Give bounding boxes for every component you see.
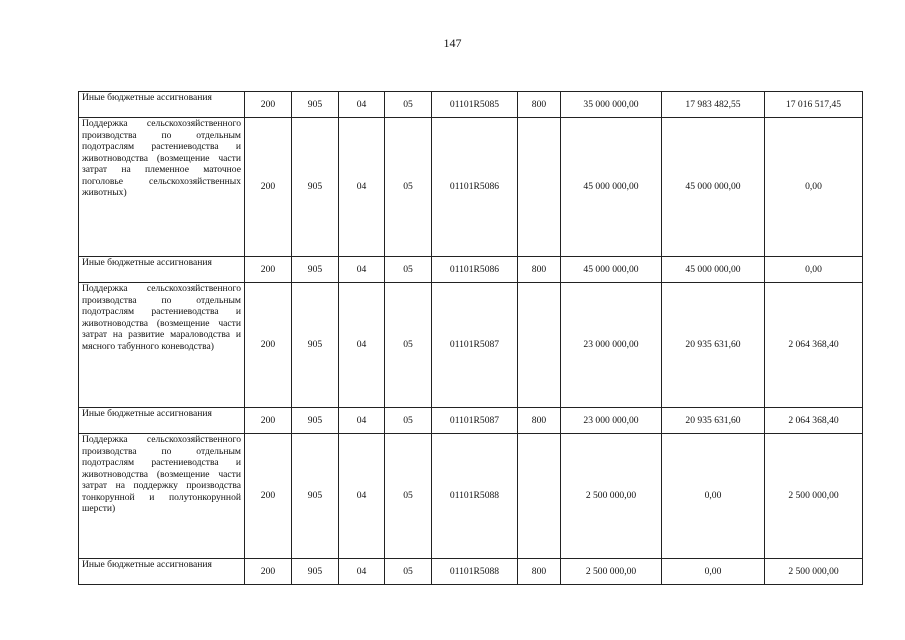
- cell-code-1: 200: [245, 118, 292, 257]
- cell-code-4: 05: [385, 118, 432, 257]
- cell-code-3: 04: [339, 408, 385, 434]
- row-description: Поддержка сельскохозяйственного производства по отдельным подотраслям растениеводства и животноводства (возмещение части затрат на развитие мараловодства и мясного табунного коневодства): [79, 283, 245, 408]
- cell-expense-type: [518, 434, 561, 559]
- cell-target-article: 01101R5088: [432, 434, 518, 559]
- cell-code-1: 200: [245, 559, 292, 585]
- cell-code-2: 905: [292, 408, 339, 434]
- row-description: Иные бюджетные ассигнования: [79, 92, 245, 118]
- cell-fact-amount: 0,00: [662, 559, 765, 585]
- budget-table: [78, 91, 863, 585]
- table-row: [79, 434, 863, 559]
- table-row: [79, 559, 863, 585]
- cell-rest-amount: 2 500 000,00: [765, 559, 863, 585]
- cell-target-article: 01101R5085: [432, 92, 518, 118]
- cell-code-2: 905: [292, 257, 339, 283]
- cell-code-4: 05: [385, 559, 432, 585]
- cell-code-3: 04: [339, 92, 385, 118]
- cell-plan-amount: 35 000 000,00: [561, 92, 662, 118]
- cell-fact-amount: 17 983 482,55: [662, 92, 765, 118]
- cell-plan-amount: 23 000 000,00: [561, 408, 662, 434]
- cell-plan-amount: 2 500 000,00: [561, 434, 662, 559]
- table-row: [79, 283, 863, 408]
- cell-fact-amount: 0,00: [662, 434, 765, 559]
- cell-code-4: 05: [385, 434, 432, 559]
- cell-fact-amount: 20 935 631,60: [662, 408, 765, 434]
- cell-expense-type: [518, 283, 561, 408]
- cell-code-4: 05: [385, 92, 432, 118]
- cell-code-1: 200: [245, 408, 292, 434]
- cell-fact-amount: 45 000 000,00: [662, 257, 765, 283]
- cell-fact-amount: 45 000 000,00: [662, 118, 765, 257]
- cell-target-article: 01101R5086: [432, 118, 518, 257]
- cell-code-1: 200: [245, 434, 292, 559]
- cell-rest-amount: 2 500 000,00: [765, 434, 863, 559]
- cell-rest-amount: 0,00: [765, 118, 863, 257]
- cell-target-article: 01101R5087: [432, 283, 518, 408]
- cell-code-3: 04: [339, 257, 385, 283]
- cell-expense-type: 800: [518, 408, 561, 434]
- cell-plan-amount: 45 000 000,00: [561, 257, 662, 283]
- cell-target-article: 01101R5087: [432, 408, 518, 434]
- cell-plan-amount: 2 500 000,00: [561, 559, 662, 585]
- cell-code-4: 05: [385, 257, 432, 283]
- cell-code-1: 200: [245, 283, 292, 408]
- row-description: Иные бюджетные ассигнования: [79, 559, 245, 585]
- cell-code-3: 04: [339, 118, 385, 257]
- cell-code-4: 05: [385, 408, 432, 434]
- row-description: Иные бюджетные ассигнования: [79, 408, 245, 434]
- table-row: [79, 92, 863, 118]
- cell-code-3: 04: [339, 434, 385, 559]
- cell-code-2: 905: [292, 92, 339, 118]
- cell-expense-type: 800: [518, 92, 561, 118]
- cell-rest-amount: 2 064 368,40: [765, 408, 863, 434]
- cell-plan-amount: 23 000 000,00: [561, 283, 662, 408]
- cell-expense-type: 800: [518, 559, 561, 585]
- table-row: [79, 257, 863, 283]
- cell-code-2: 905: [292, 283, 339, 408]
- page-number: 147: [443, 36, 462, 50]
- cell-code-2: 905: [292, 434, 339, 559]
- cell-rest-amount: 2 064 368,40: [765, 283, 863, 408]
- table-row: [79, 118, 863, 257]
- cell-code-1: 200: [245, 257, 292, 283]
- row-description: Иные бюджетные ассигнования: [79, 257, 245, 283]
- cell-plan-amount: 45 000 000,00: [561, 118, 662, 257]
- cell-code-2: 905: [292, 559, 339, 585]
- cell-expense-type: 800: [518, 257, 561, 283]
- cell-target-article: 01101R5086: [432, 257, 518, 283]
- cell-code-2: 905: [292, 118, 339, 257]
- cell-code-3: 04: [339, 559, 385, 585]
- row-description: Поддержка сельскохозяйственного производства по отдельным подотраслям растениеводства и животноводства (возмещение части затрат на племенное маточное поголовье сельскохозяйственных животных): [79, 118, 245, 257]
- cell-fact-amount: 20 935 631,60: [662, 283, 765, 408]
- cell-code-1: 200: [245, 92, 292, 118]
- row-description: Поддержка сельскохозяйственного производства по отдельным подотраслям растениеводства и животноводства (возмещение части затрат на поддержку производства тонкорунной и полутонкорунной шерсти): [79, 434, 245, 559]
- cell-target-article: 01101R5088: [432, 559, 518, 585]
- cell-rest-amount: 17 016 517,45: [765, 92, 863, 118]
- cell-expense-type: [518, 118, 561, 257]
- cell-rest-amount: 0,00: [765, 257, 863, 283]
- cell-code-4: 05: [385, 283, 432, 408]
- cell-code-3: 04: [339, 283, 385, 408]
- table-row: [79, 408, 863, 434]
